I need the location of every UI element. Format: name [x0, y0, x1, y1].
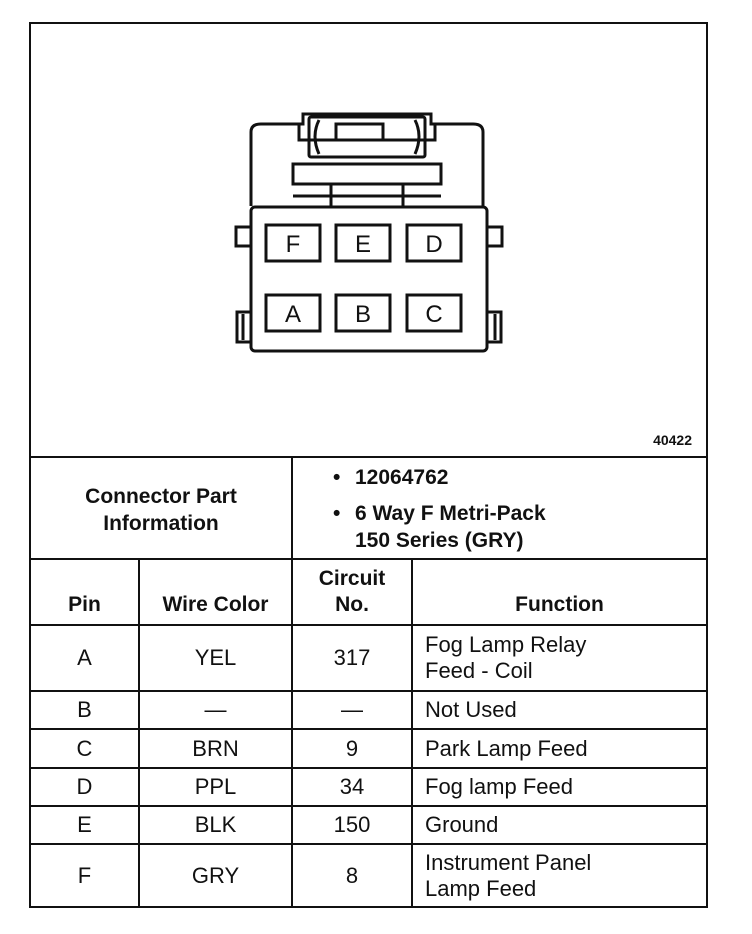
- cell-pin: E: [77, 812, 92, 837]
- cell-function: Park Lamp Feed: [425, 735, 588, 761]
- pin-label-d: D: [425, 231, 443, 258]
- description-item: [333, 500, 546, 527]
- cell-wire-color: GRY: [191, 862, 240, 888]
- function-line1: Instrument Panel: [425, 849, 592, 875]
- part-title-line1: Connector Part: [85, 485, 237, 508]
- connector-document: [29, 22, 708, 908]
- cell-wire-color: —: [204, 697, 227, 722]
- part-title-line2: Information: [103, 512, 219, 535]
- bullet: •: [333, 502, 341, 525]
- header-pin: Pin: [68, 593, 101, 616]
- cell-function: [413, 845, 706, 906]
- function-line2: Feed - Coil: [425, 658, 533, 683]
- cell-circuit: 317: [333, 645, 371, 670]
- cell-pin: F: [77, 862, 92, 888]
- connector-diagram: [31, 24, 706, 458]
- divider: [31, 456, 706, 458]
- cell-function: Fog lamp Feed: [425, 774, 573, 799]
- cell-function: Not Used: [425, 697, 517, 722]
- figure-number: 40422: [653, 432, 692, 448]
- bullet: •: [333, 466, 341, 489]
- connector-part-info-title: [31, 460, 291, 560]
- cell-function: [413, 626, 706, 690]
- pin-label-c: C: [425, 301, 443, 328]
- pin-label-a: A: [284, 301, 302, 328]
- cell-circuit: 9: [345, 735, 359, 761]
- cell-circuit: 8: [345, 862, 359, 888]
- cell-circuit: 34: [339, 774, 365, 799]
- function-line2: Lamp Feed: [425, 875, 537, 901]
- header-circuit-line1: Circuit: [318, 567, 386, 590]
- cell-pin: D: [76, 774, 93, 799]
- cell-pin: C: [76, 735, 93, 761]
- pin-label-b: B: [354, 301, 372, 328]
- cell-function: Ground: [425, 812, 499, 837]
- cell-pin: A: [77, 645, 92, 670]
- description-item-cont: [355, 527, 523, 554]
- pin-label-f: F: [285, 231, 301, 258]
- cell-wire-color: YEL: [194, 645, 237, 670]
- part-number-item: [333, 464, 448, 491]
- cell-wire-color: BRN: [192, 735, 239, 761]
- connector-drawing: [31, 24, 706, 458]
- cell-pin: B: [77, 697, 92, 722]
- header-function: Function: [515, 593, 604, 616]
- cell-circuit: —: [341, 697, 363, 722]
- header-circuit-no: [293, 560, 411, 624]
- connector-part-info: [293, 460, 706, 560]
- pin-label-e: E: [354, 231, 372, 258]
- cell-wire-color: PPL: [194, 774, 237, 799]
- cell-circuit: 150: [333, 812, 371, 837]
- function-line1: Fog Lamp Relay: [425, 632, 587, 657]
- header-circuit-line2: No.: [335, 593, 369, 616]
- cell-wire-color: BLK: [194, 812, 237, 837]
- description-line1: 6 Way F Metri-Pack: [355, 502, 546, 525]
- description-line2: 150 Series (GRY): [355, 529, 524, 552]
- part-number: 12064762: [355, 466, 449, 489]
- header-wire-color: Wire Color: [162, 593, 269, 616]
